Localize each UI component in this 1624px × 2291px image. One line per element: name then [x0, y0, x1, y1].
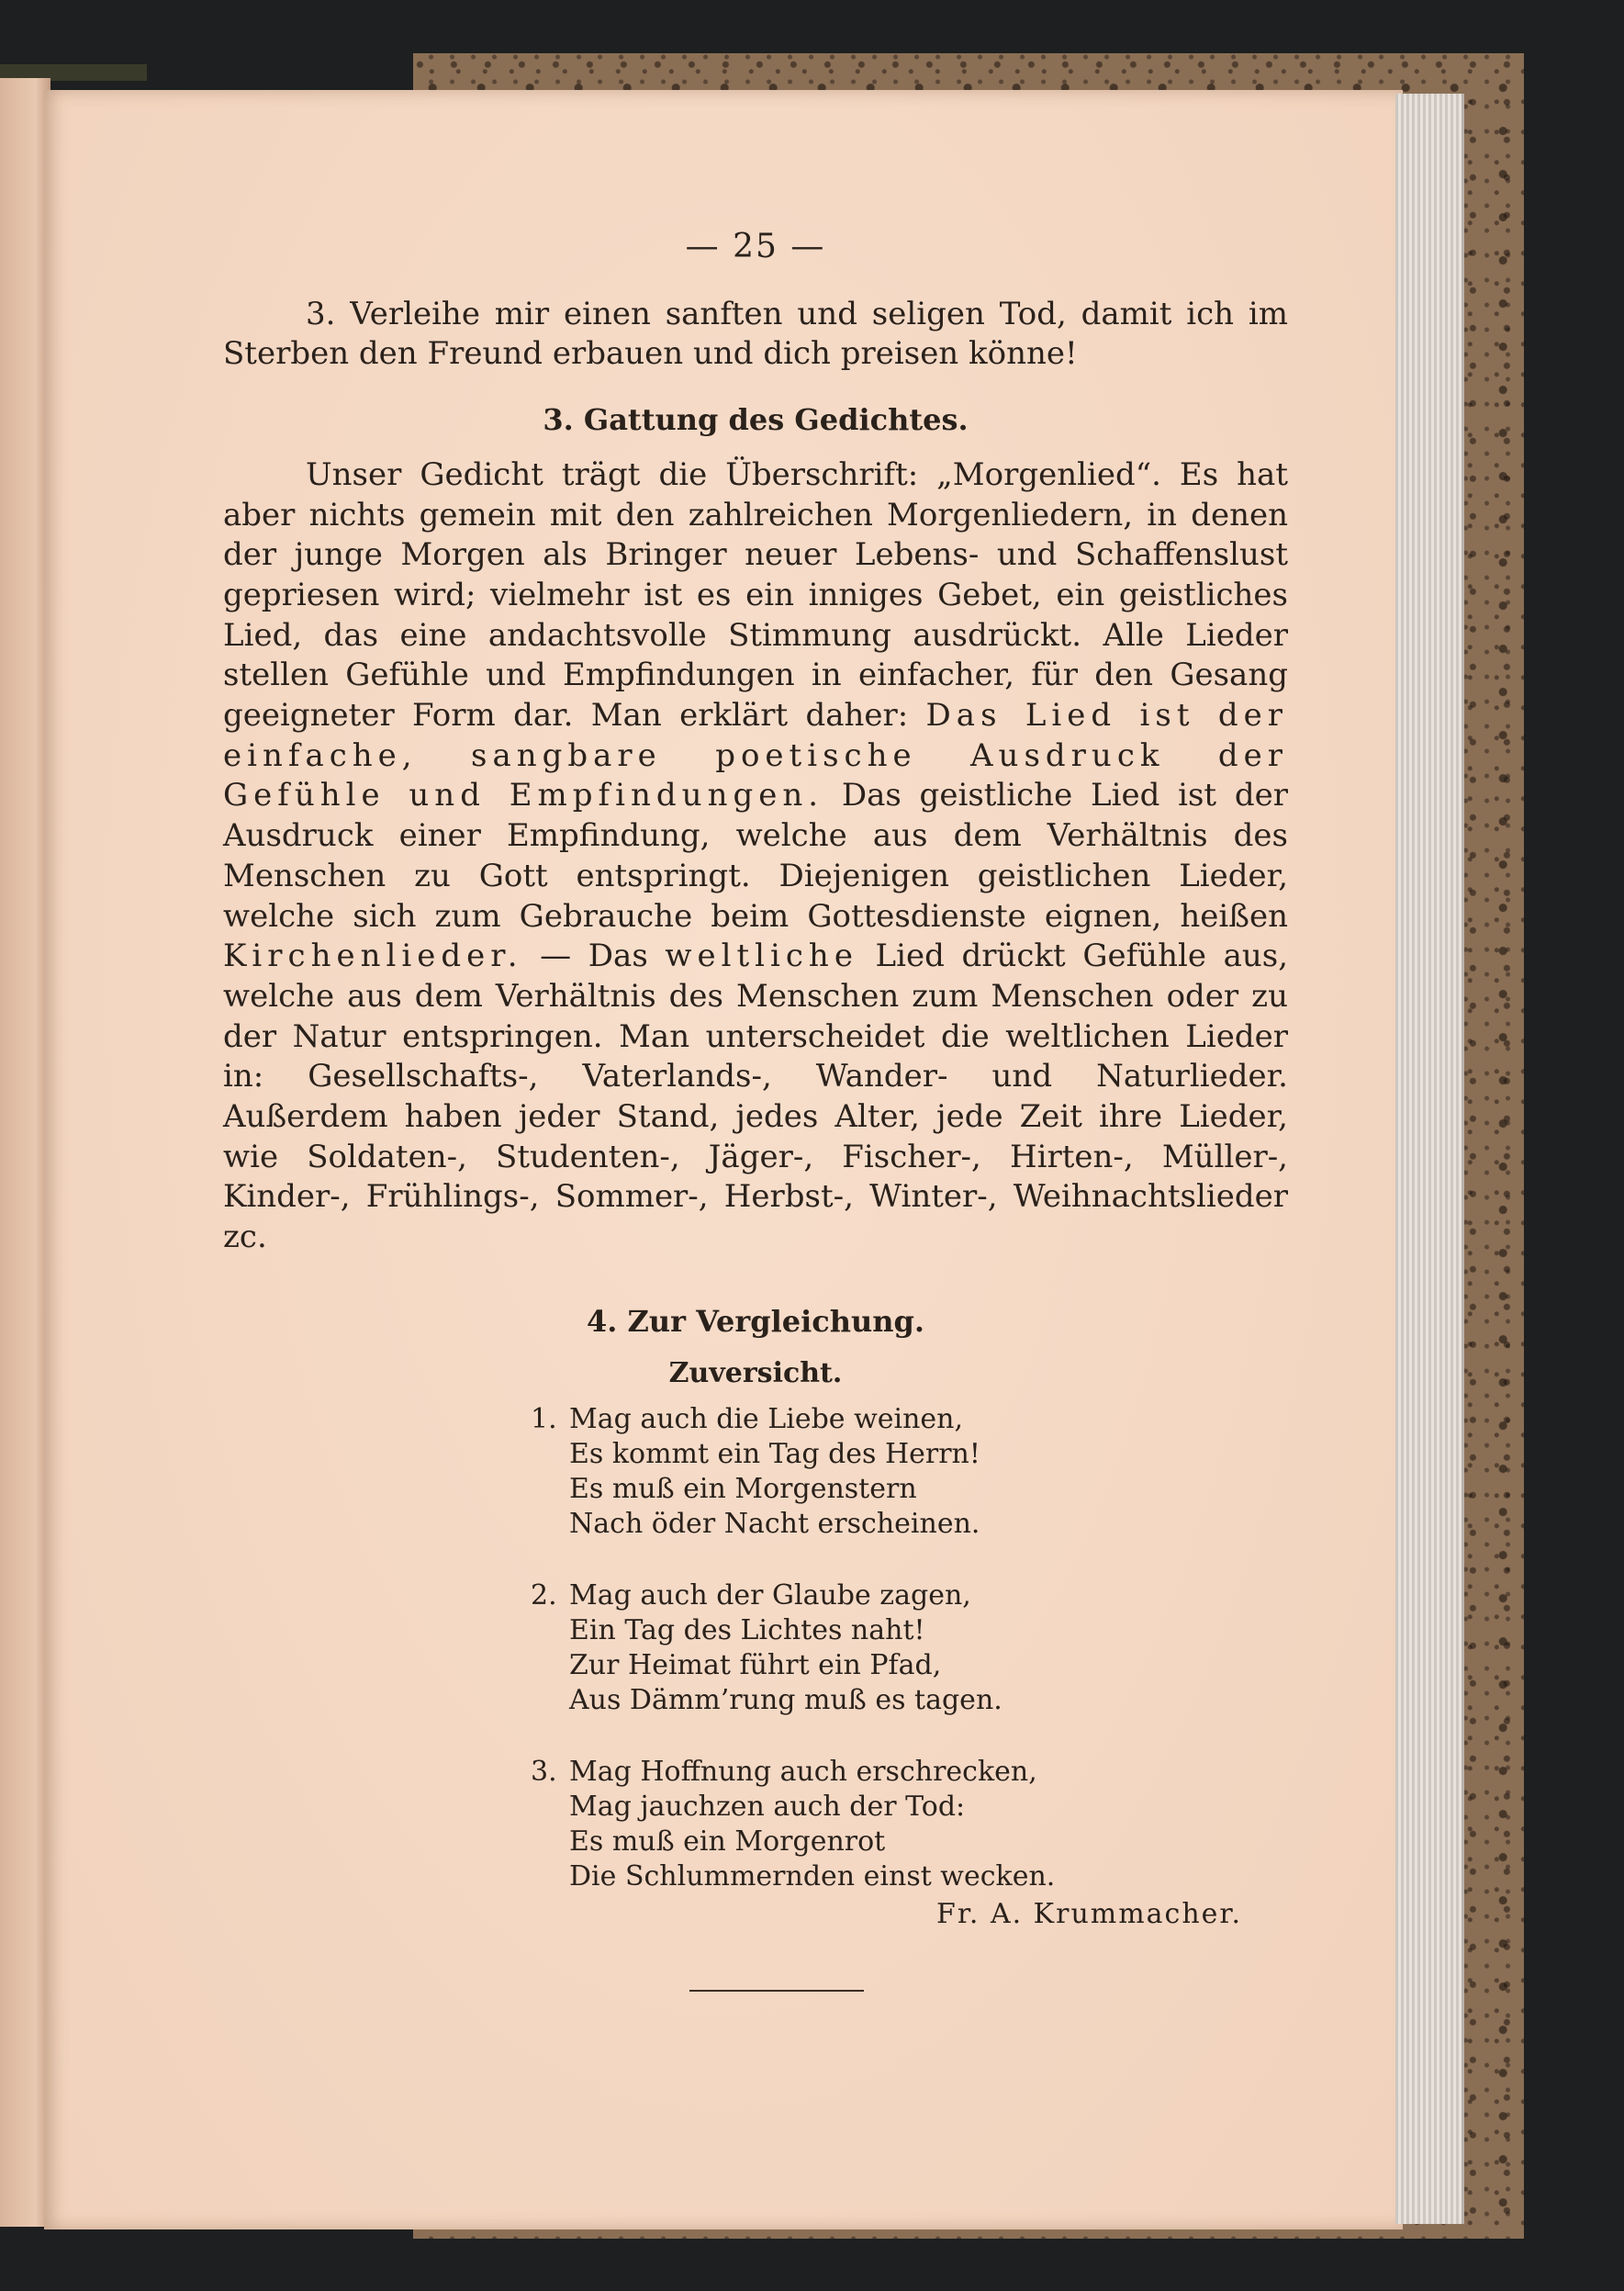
poem-line: Mag jauchzen auch der Tod:: [569, 1791, 966, 1824]
term-kirchenlieder: Kirchenlieder.: [223, 938, 523, 975]
poem-line: Mag Hoffnung auch erschrecken,: [569, 1756, 1037, 1789]
poem-line: Nach öder Nacht erscheinen.: [569, 1508, 980, 1541]
poem-line: Es muß ein Morgenrot: [569, 1825, 886, 1859]
term-weltliche: weltliche: [665, 938, 858, 975]
poem-line: Mag auch der Glaube zagen,: [569, 1579, 971, 1612]
paragraph-text: Unser Gedicht trägt die Überschrift: „Morgenlied“. Es hat aber nichts gemein mit den zahlreichen Morgenliedern, in denen der junge Morgen als Bringer neuer Lebens- und Schaffenslust gepriesen wird; vielmehr ist es ein inniges Gebet, ein geistliches Lied, das eine andachtsvolle Stimmung ausdrückt. Alle Lieder stellen Gefühle und Empfindungen in einfacher, für den Gesang geeigneter Form dar. Man erklärt daher:: [223, 455, 1288, 735]
section-3-paragraph: [223, 455, 1288, 1258]
poem-line: Es muß ein Morgenstern: [569, 1473, 917, 1506]
poem-stanza: [531, 1755, 1288, 1894]
definition-spaced: Das Lied ist der einfache, sangbare poetische Ausdruck der Gefühle und Empfindungen.: [223, 697, 1288, 814]
stanza-number: 1.: [531, 1403, 557, 1436]
paragraph-text: — Das: [522, 938, 666, 975]
section-heading-4: 4. Zur Vergleichung.: [586, 1303, 925, 1339]
stanza-lines: [569, 1402, 980, 1542]
poem-line: Mag auch die Liebe weinen,: [569, 1403, 964, 1436]
stanza-lines: [569, 1578, 1002, 1718]
page-text: [223, 214, 1288, 1992]
poem-title: Zuversicht.: [668, 1356, 843, 1389]
poem-author: Fr. A. Krummacher.: [936, 1898, 1242, 1931]
poem-stanza: [531, 1578, 1288, 1718]
book-page: [44, 90, 1403, 2229]
poem-stanza: [531, 1402, 1288, 1542]
poem: [531, 1402, 1288, 1894]
poem-line: Es kommt ein Tag des Herrn!: [569, 1438, 980, 1471]
stanza-number: 3.: [531, 1756, 557, 1789]
poem-line: Die Schlummernden einst wecken.: [569, 1860, 1056, 1893]
page-block-edge: [1395, 94, 1464, 2224]
stanza-lines: [569, 1755, 1055, 1894]
stanza-number: 2.: [531, 1579, 557, 1612]
left-page-edge: [0, 78, 50, 2227]
section-end-rule: [689, 1990, 864, 1992]
section-heading-3: 3. Gattung des Gedichtes.: [543, 402, 969, 438]
poem-line: Ein Tag des Lichtes naht!: [569, 1614, 925, 1647]
paragraph-text: Das geistliche Lied ist der Ausdruck einer Empfindung, welche aus dem Verhältnis des Menschen zu Gott entspringt. Diejenigen geistlichen Lieder, welche sich zum Gebrauche beim Gottesdienste eignen, heißen: [223, 777, 1288, 935]
prayer-paragraph: 3. Verleihe mir einen sanften und seligen Tod, damit ich im Sterben den Freund erbauen und dich preisen könne!: [223, 295, 1288, 373]
poem-line: Aus Dämm’rung muß es tagen.: [569, 1684, 1002, 1717]
paragraph-text: Lied drückt Gefühle aus, welche aus dem Verhältnis des Menschen zum Menschen oder zu der Natur entspringen. Man unterscheidet die weltlichen Lieder in: Gesellschafts-, Vaterlands-, Wander- und Naturlieder. Außerdem haben jeder Stand, jedes Alter, jede Zeit ihre Lieder, wie Soldaten-, Studenten-, Jäger-, Fischer-, Hirten-, Müller-, Kinder-, Frühlings-, Sommer-, Herbst-, Winter-, Weihnachtslieder zc.: [223, 938, 1289, 1256]
poem-line: Zur Heimat führt ein Pfad,: [569, 1649, 942, 1682]
page-number: — 25 —: [685, 228, 826, 265]
